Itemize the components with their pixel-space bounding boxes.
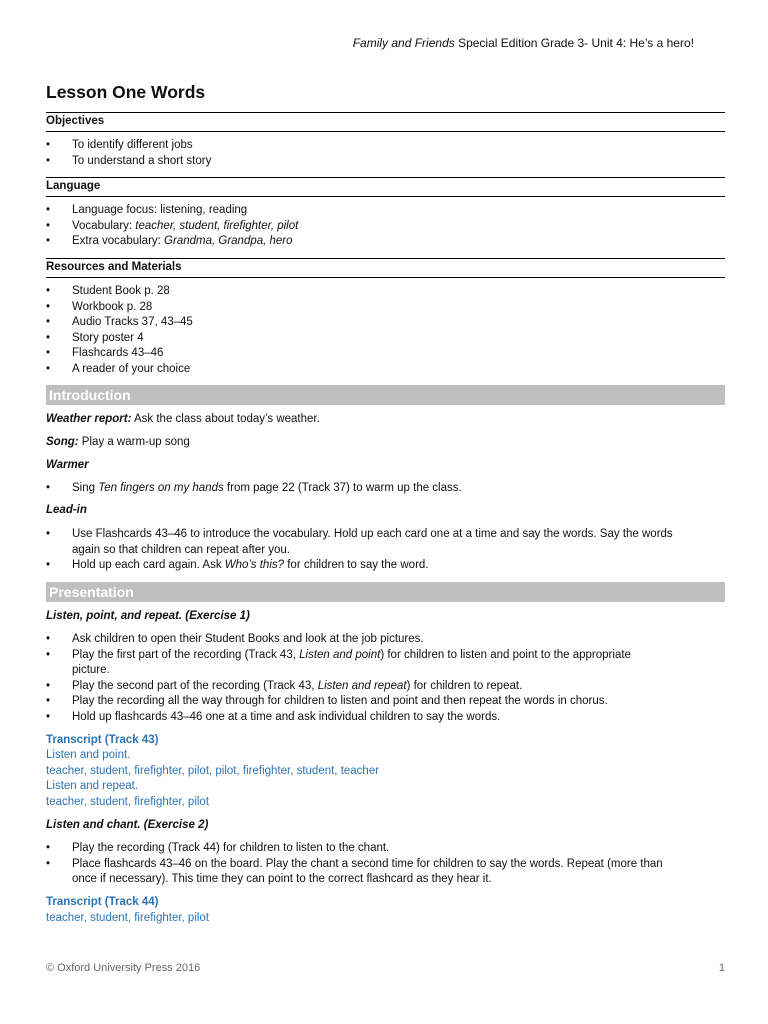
bullet-icon: •: [46, 695, 51, 707]
list-item: • Play the second part of the recording (Track 43, Listen and repeat) for children to repeat.: [46, 679, 725, 695]
copyright: © Oxford University Press 2016: [46, 962, 201, 974]
divider: [46, 112, 725, 113]
bullet-icon: •: [46, 559, 51, 571]
list-item: • Audio Tracks 37, 43–45: [46, 315, 193, 331]
bullet-icon: •: [46, 633, 51, 645]
bullet-icon: •: [46, 679, 51, 692]
weather-report: Weather report: Ask the class about today’s weather.: [46, 413, 320, 425]
song: Song: Play a warm-up song: [46, 436, 190, 448]
bullet-icon: •: [46, 285, 51, 297]
list-item: • Play the recording all the way through for children to listen and point and then repeat the words in chorus.: [46, 694, 725, 710]
header-book-title: Family and Friends: [352, 36, 455, 50]
header-unit-title: Special Edition Grade 3- Unit 4: He’s a hero!: [454, 36, 694, 50]
exercise-2-label: Listen and chant. (Exercise 2): [46, 819, 209, 831]
transcript-44-title: Transcript (Track 44): [46, 896, 159, 908]
list-item: • Hold up flashcards 43–46 one at a time and ask individual children to say the words.: [46, 710, 725, 726]
resources-list: [46, 284, 193, 377]
transcript-43-title: Transcript (Track 43): [46, 734, 159, 746]
list-item: • Extra vocabulary: Grandma, Grandpa, hero: [46, 234, 298, 250]
introduction-heading: Introduction: [46, 385, 725, 405]
language-list: [46, 203, 298, 250]
transcript-line: teacher, student, firefighter, pilot: [46, 796, 210, 808]
list-item: • Place flashcards 43–46 on the board. Play the chant a second time for children to say the words. Repeat (more than once if necessary). This time they can point to the correct flashcard as they hear it.: [46, 857, 663, 885]
warmer-list: [46, 481, 462, 497]
list-item: • Student Book p. 28: [46, 284, 193, 300]
list-item: • Hold up each card again. Ask Who’s this? for children to say the word.: [46, 558, 725, 574]
list-item: • Language focus: listening, reading: [46, 203, 298, 219]
bullet-icon: •: [46, 316, 51, 328]
list-item: • Ask children to open their Student Books and look at the job pictures.: [46, 632, 725, 648]
divider: [46, 196, 725, 197]
list-item: • Play the first part of the recording (Track 43, Listen and point) for children to listen and point to the appropriate picture.: [46, 648, 631, 676]
divider: [46, 177, 725, 178]
transcript-line: teacher, student, firefighter, pilot, pilot, firefighter, student, teacher: [46, 765, 380, 777]
objectives-list: [46, 138, 211, 169]
list-item: • To identify different jobs: [46, 138, 211, 154]
bullet-icon: •: [46, 648, 51, 661]
objectives-label: Objectives: [46, 115, 105, 127]
list-item: • Flashcards 43–46: [46, 346, 193, 362]
list-item: • Workbook p. 28: [46, 300, 193, 316]
divider: [46, 258, 725, 259]
divider: [46, 277, 725, 278]
exercise-2-list: [46, 841, 725, 888]
list-item: • A reader of your choice: [46, 362, 193, 378]
bullet-icon: •: [46, 139, 51, 151]
bullet-icon: •: [46, 331, 51, 344]
exercise-1-label: Listen, point, and repeat. (Exercise 1): [46, 610, 250, 622]
bullet-icon: •: [46, 204, 51, 216]
leadin-list: [46, 527, 725, 574]
presentation-heading: Presentation: [46, 582, 725, 602]
bullet-icon: •: [46, 347, 51, 359]
leadin-label: Lead-in: [46, 504, 87, 516]
list-item: • Play the recording (Track 44) for children to listen to the chant.: [46, 841, 725, 857]
language-label: Language: [46, 180, 101, 192]
page-number: 1: [718, 962, 725, 974]
list-item: • Story poster 4: [46, 331, 193, 347]
resources-label: Resources and Materials: [46, 261, 182, 273]
bullet-icon: •: [46, 362, 51, 375]
bullet-icon: •: [46, 482, 51, 494]
list-item: • Use Flashcards 43–46 to introduce the vocabulary. Hold up each card one at a time and say the words. Say the words again so that children can repeat after you.: [46, 528, 673, 556]
list-item: • To understand a short story: [46, 154, 211, 170]
transcript-line: Listen and point.: [46, 749, 131, 761]
bullet-icon: •: [46, 528, 51, 540]
running-header: [46, 36, 694, 50]
bullet-icon: •: [46, 300, 51, 313]
list-item: • Vocabulary: teacher, student, firefighter, pilot: [46, 219, 298, 235]
divider: [46, 131, 725, 132]
bullet-icon: •: [46, 154, 51, 167]
bullet-icon: •: [46, 710, 51, 723]
bullet-icon: •: [46, 842, 51, 854]
transcript-line: teacher, student, firefighter, pilot: [46, 912, 210, 924]
bullet-icon: •: [46, 235, 51, 247]
list-item: • Sing Ten fingers on my hands from page 22 (Track 37) to warm up the class.: [46, 481, 462, 497]
warmer-label: Warmer: [46, 459, 89, 471]
bullet-icon: •: [46, 219, 51, 232]
lesson-title: Lesson One Words: [46, 82, 206, 102]
transcript-line: Listen and repeat.: [46, 780, 139, 792]
bullet-icon: •: [46, 857, 51, 870]
exercise-1-list: [46, 632, 725, 725]
